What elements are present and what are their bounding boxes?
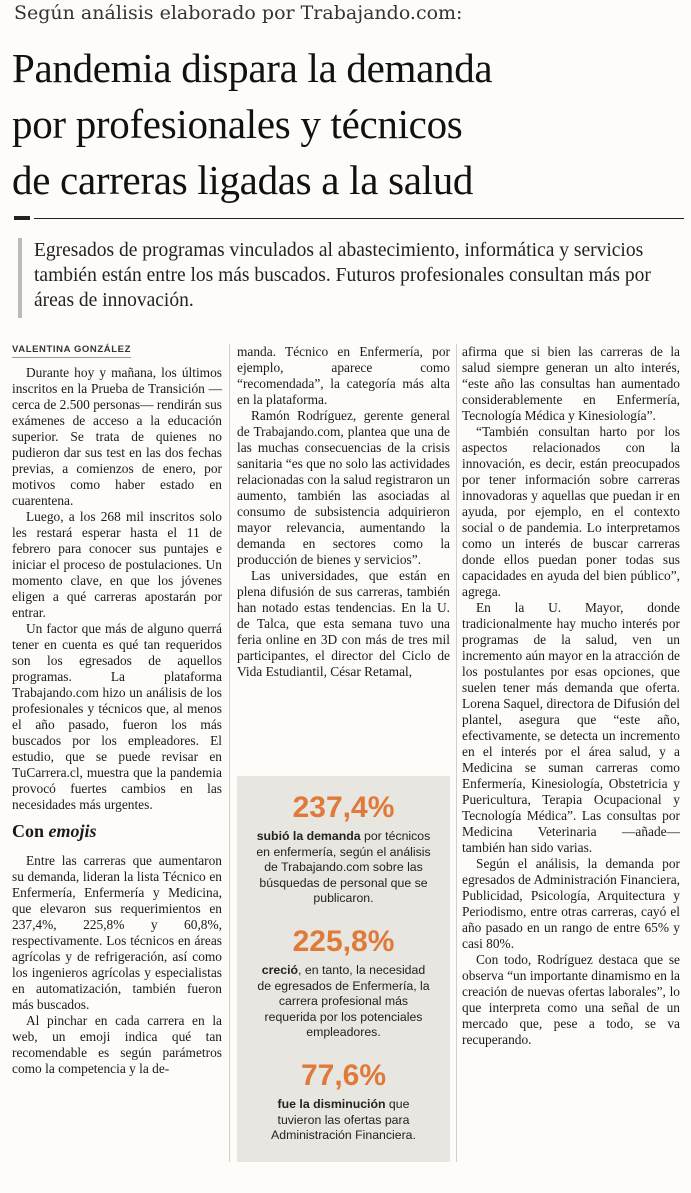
stat-text: por técnicos en enfermería, según el análisis de Trabajando.com sobre las búsquedas de personal que se publicaron. xyxy=(256,829,431,905)
stat-number: 237,4% xyxy=(292,791,395,824)
stat-item xyxy=(255,1058,432,1144)
paragraph: manda. Técnico en Enfermería, por ejemplo, aparece como “recomendada”, la categoría más alta en la plataforma. xyxy=(237,344,450,407)
paragraph: Entre las carreras que aumentaron su demanda, lideran la lista Técnico en Enfermería, Enfermería y Medicina, que elevaron sus requerimientos en 237,4%, 225,8% y 60,8%, respectivamente. Los técnicos en áreas agrícolas y de refrigeración, así como los ingenieros agrícolas y especialistas en automatización, también fueron más buscados. xyxy=(12,853,222,1012)
headline-line: Pandemia dispara la demanda xyxy=(12,45,493,91)
subhead-emph: emojis xyxy=(48,821,97,841)
stat-number: 77,6% xyxy=(300,1059,387,1092)
paragraph: Al pinchar en cada carrera en la web, un emoji indica qué tan recomendable es según parámetros como la competencia y la de- xyxy=(12,1013,222,1076)
paragraph: Ramón Rodríguez, gerente general de Trabajando.com, plantea que una de las muchas consecuencias de la crisis sanitaria “es que no solo las actividades relacionadas con la salud registraron un aumento, también las asociadas al consumo de subsistencia adquirieron mayor relevancia, aumentando la demanda en sectores como la producción de bienes y servicios”. xyxy=(237,408,450,567)
column-1 xyxy=(12,365,222,1077)
stat-lead: creció xyxy=(261,963,299,977)
paragraph: Con todo, Rodríguez destaca que se observa “un importante dinamismo en la creación de nuevas ofertas laborales”, lo que interpreta como una señal de un mercado que, pese a todo, se va recuperando. xyxy=(462,952,680,1047)
stat-lead: subió la demanda xyxy=(256,829,361,843)
dek: Egresados de programas vinculados al abastecimiento, informática y servicios también están entre los más buscados. Futuros profesionales consultan más por áreas de innovación. xyxy=(34,240,651,311)
paragraph: Un factor que más de alguno querrá tener en cuenta es qué tan requeridos son los egresados de aquellos programas. La plataforma Trabajando.com hizo un análisis de los profesionales y técnicos que, al menos el año pasado, fueron los más buscados por los empleadores. El estudio, que se puede revisar en TuCarrera.cl, muestra que la pandemia provocó fuertes cambios en las necesidades más urgentes. xyxy=(12,621,222,812)
column-2 xyxy=(237,344,450,680)
paragraph: afirma que si bien las carreras de la salud siempre generan un alto interés, “este año las consultas han aumentado considerablemente en Enfermería, Tecnología Médica y Kinesiología”. xyxy=(462,344,680,423)
headline-rule xyxy=(34,218,684,219)
column-separator xyxy=(456,344,457,1162)
paragraph: En la U. Mayor, donde tradicionalmente hay mucho interés por programas de la salud, ven un incremento aún mayor en la atracción de los postulantes por esas opciones, que suelen tener más demanda que oferta. Lorena Saquel, directora de Difusión del plantel, asegura que “este año, efectivamente, se detecta un incremento en el interés por el área salud, y a Medicina se suman carreras como Enfermería, Kinesiología, Obstetricia y Puericultura, Terapia Ocupacional y Tecnología Médica”. Las consultas por Medicina Veterinaria —añade— también han sido varias. xyxy=(462,600,680,855)
paragraph: Las universidades, que están en plena difusión de sus carreras, también han notado estas tendencias. En la U. de Talca, que esta semana tuvo una feria online en 3D con más de tres mil participantes, el director del Ciclo de Vida Estudiantil, César Retamal, xyxy=(237,568,450,679)
dek-bar xyxy=(18,238,22,318)
paragraph: “También consultan harto por los aspectos relacionados con la innovación, es decir, están preocupados por tener información sobre carreras innovadoras y aquellas que puedan ir en ayuda, por ejemplo, en el contexto social o de pandemia. Lo interpretamos como un interés de buscar carreras donde ellos puedan poner todas sus capacidades en ayuda del bien público”, agrega. xyxy=(462,424,680,599)
byline: VALENTINA GONZÁLEZ xyxy=(12,344,131,358)
stat-item xyxy=(255,924,432,1041)
stat-text: , en tanto, la necesidad de egresados de Enfermería, la carrera profesional más requerida por los potenciales empleadores. xyxy=(257,963,430,1039)
stat-lead: fue la disminución xyxy=(277,1097,386,1111)
stat-item xyxy=(255,790,432,907)
paragraph: Luego, a los 268 mil inscritos solo les restará esperar hasta el 11 de febrero para conocer sus puntajes e iniciar el proceso de postulaciones. Un momento clave, en que los jóvenes eligen a qué carreras apostarán por entrar. xyxy=(12,509,222,620)
kicker: Según análisis elaborado por Trabajando.com: xyxy=(14,2,463,24)
stat-number: 225,8% xyxy=(292,925,395,958)
column-separator xyxy=(229,344,230,1162)
rule-accent xyxy=(14,216,30,220)
subhead xyxy=(12,823,222,839)
headline-line: por profesionales y técnicos xyxy=(12,101,463,147)
headline xyxy=(12,40,684,208)
stats-box xyxy=(237,776,450,1162)
column-3 xyxy=(462,344,680,1048)
subhead-prefix: Con xyxy=(12,821,49,841)
paragraph: Según el análisis, la demanda por egresados de Administración Financiera, Publicidad, Psicología, Arquitectura y Periodismo, entre otras carreras, cayó el año pasado en un rango de entre 65% y casi 80%. xyxy=(462,856,680,951)
headline-line: de carreras ligadas a la salud xyxy=(12,157,474,203)
paragraph: Durante hoy y mañana, los últimos inscritos en la Prueba de Transición —cerca de 2.500 personas— rendirán sus exámenes de acceso a la educación superior. Se trata de quienes no pudieron dar sus test en las dos fechas previas, a comienzos de enero, por motivos como haber estado en cuarentena. xyxy=(12,365,222,508)
stat-text: que tuvieron las ofertas para Administración Financiera. xyxy=(271,1097,416,1142)
